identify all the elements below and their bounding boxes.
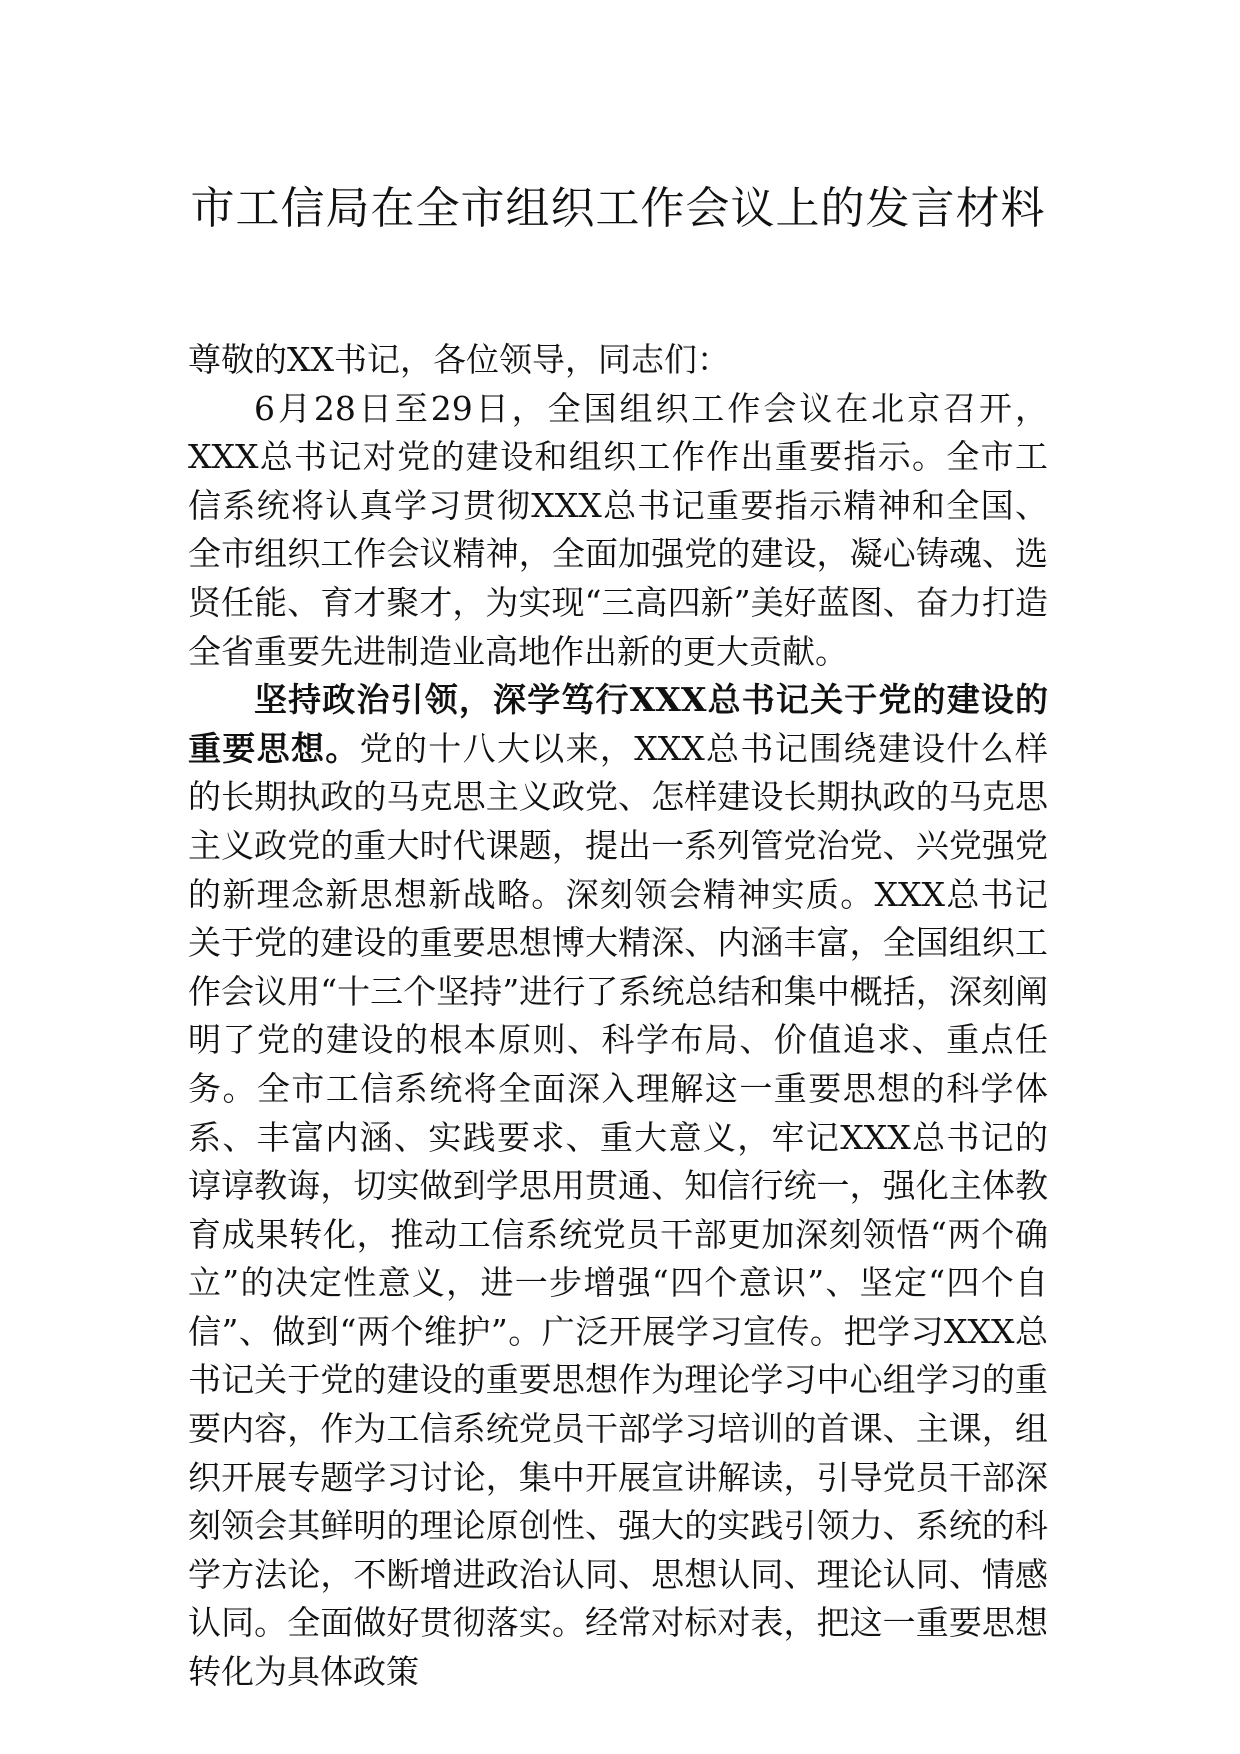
paragraph-2-heading: 坚持政治引领，深学笃行XXX总书记关于党的建设的重要思想。 bbox=[188, 680, 1048, 768]
document-title: 市工信局在全市组织工作会议上的发言材料 bbox=[190, 183, 1046, 234]
paragraph-2 bbox=[188, 676, 1048, 1696]
salutation: 尊敬的XX书记，各位领导，同志们： bbox=[188, 340, 730, 379]
paragraph-2-body: 党的十八大以来，XXX总书记围绕建设什么样的长期执政的马克思主义政党、怎样建设长期执政的马克思主义政党的重大时代课题，提出一系列管党治党、兴党强党的新理念新思想新战略。深刻领会精神实质。XXX总书记关于党的建设的重要思想博大精深、内涵丰富，全国组织工作会议用“十三个坚持”进行了系统总结和集中概括，深刻阐明了党的建设的根本原则、科学布局、价值追求、重点任务。全市工信系统将全面深入理解这一重要思想的科学体系、丰富内涵、实践要求、重大意义，牢记XXX总书记的谆谆教诲，切实做到学思用贯通、知信行统一，强化主体教育成果转化，推动工信系统党员干部更加深刻领悟“两个确立”的决定性意义，进一步增强“四个意识”、坚定“四个自信”、做到“两个维护”。广泛开展学习宣传。把学习XXX总书记关于党的建设的重要思想作为理论学习中心组学习的重要内容，作为工信系统党员干部学习培训的首课、主课，组织开展专题学习讨论，集中开展宣讲解读，引导党员干部深刻领会其鲜明的理论原创性、强大的实践引领力、系统的科学方法论，不断增进政治认同、思想认同、理论认同、情感认同。全面做好贯彻落实。经常对标对表，把这一重要思想转化为具体政策 bbox=[188, 728, 1049, 1692]
document-body bbox=[188, 336, 1048, 1697]
paragraph-1: 6月28日至29日，全国组织工作会议在北京召开，XXX总书记对党的建设和组织工作作出重要指示。全市工信系统将认真学习贯彻XXX总书记重要指示精神和全国、全市组织工作会议精神，全面加强党的建设，凝心铸魂、选贤任能、育才聚才，为实现“三高四新”美好蓝图、奋力打造全省重要先进制造业高地作出新的更大贡献。 bbox=[188, 388, 1048, 671]
